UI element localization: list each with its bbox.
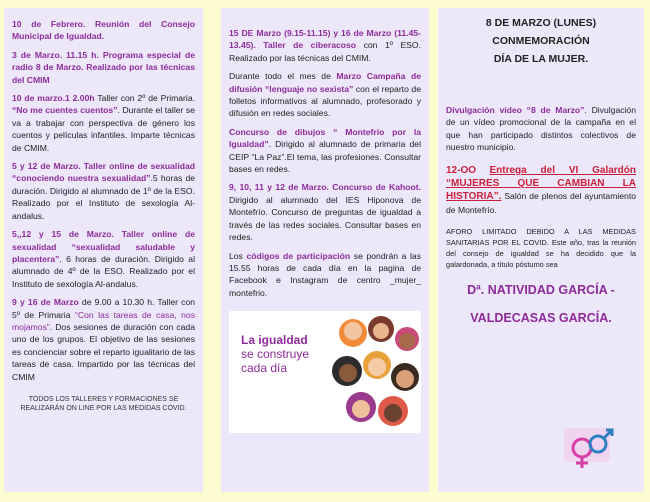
gender-equality-logo [542, 418, 632, 478]
event-title: “conociendo nuestra sexualidad” [12, 173, 151, 184]
event-award [446, 164, 636, 217]
event-title: códigos de participación [246, 250, 351, 261]
event-housework [12, 296, 195, 383]
event-codes [229, 250, 421, 300]
covid-notice: AFORO LIMITADO DEBIDO A LAS MEDIDAS SANITARIAS POR EL COVID. Este año, tras la reunión del consejo de igualdad se ha decidido que la galardonada, a título póstumo sea [446, 227, 636, 270]
right-panel [438, 8, 644, 492]
event-text: .El tema, las profesiones. Consultar bases en redes. [229, 151, 422, 175]
event-date: 9 y 16 de Marzo [12, 297, 79, 308]
event-text: .5 horas de duración. Dirigido al alumnado de 1º de la ESO. Realizado por el Instituto de sexología Al-andalus. [12, 173, 195, 221]
slogan-line: se construye [241, 347, 310, 362]
event-drawing-contest [229, 126, 421, 176]
illustration-slogan [241, 333, 337, 375]
event-date: 15 DE Marzo (9.15-11.15) y 16 de Marzo (11.45-13.45). Taller de ciberacoso [229, 28, 421, 51]
event-kahoot [229, 181, 421, 243]
event-title: “No me cuentes cuentos” [12, 105, 118, 116]
event-text: se pondrán a las 15.55 horas de cada día en la pagina de Facebook e Instagram de centro _mujer_ montefrio. [229, 250, 422, 298]
event-sexuality-2 [12, 228, 195, 290]
event-time: 12-OO [446, 164, 477, 176]
event-text: con el reparto de folletos informativos al alumnado, profesorado y difusión en redes sociales. [229, 83, 421, 119]
event-title: Concurso de dibujos “ Montefrío por la Igualdad” [229, 126, 421, 150]
event-title: Divulgación vídeo “8 de Marzo” [446, 105, 585, 115]
event-sexuality-1 [12, 160, 195, 222]
event-date: 5,,12 y 15 de Marzo. Taller online de sexualidad [12, 229, 195, 252]
slogan-line: cada día [241, 361, 288, 376]
event-text: 3 de Marzo. 11.15 h. Programa especial de radio 8 de Marzo. Realizado por las técnicas del CMIM [12, 49, 195, 85]
event-text: Dirigido al alumnado del IES Hiponova de Montefrío. Concurso de preguntas de igualdad a través de las redes sociales. Consultar bases en redes. [229, 194, 421, 243]
event-text: . 6 horas de duración. Dirigido al alumnado de 4º de la ESO. Realizado por el Instituto de sexología Al-andalus. [12, 253, 195, 289]
event-text: de 9.00 a 10.30 h. Taller con 5º de Primaria [12, 297, 196, 320]
womens-day-heading: DÍA DE LA MUJER. [493, 53, 589, 65]
event-date: 10 de marzo.1 2.00h [12, 93, 95, 104]
honoree-name-line-2: VALDECASAS GARCÍA. [470, 311, 612, 326]
event-text: . Divulgación de un vídeo promocional de la campaña en el que han participado distintos colectivos de nuestro municipio. [446, 105, 636, 153]
left-panel [4, 8, 203, 492]
event-text: . Dirigido al alumnado de primaria del CEIP [229, 139, 421, 162]
event-cyberbullying [229, 27, 421, 64]
slogan-line: La igualdad [241, 333, 308, 348]
commemoration-heading: CONMEMORACIÓN [492, 35, 590, 47]
event-council-meeting [12, 18, 195, 43]
event-language-campaign [229, 70, 421, 120]
event-date: 5 y 12 de Marzo. Taller online de sexualidad [12, 161, 195, 172]
event-text: “La Paz” [251, 151, 285, 162]
covid-footer: TODOS LOS TALLERES Y FORMACIONES SE REALIZARÁN ON LINE POR LAS MEDIDAS COVID. [20, 395, 187, 412]
date-heading: 8 DE MARZO (LUNES) [485, 17, 597, 29]
event-text: Durante todo el mes de [229, 71, 337, 82]
event-title: “sexualidad saludable y placentera” [12, 241, 196, 264]
event-text: con 1º ESO. Realizado por las técnicas del CMIM. [229, 40, 421, 63]
event-radio [12, 49, 195, 86]
event-text: Salón de plenos del ayuntamiento de Montefrío. [446, 191, 636, 215]
event-title: “Con las tareas de casa, nos mojamos” [12, 309, 195, 332]
event-title: Entrega del VI Galardón [489, 164, 637, 176]
women-faces-icon [331, 311, 421, 433]
honoree-name-line-1: Dª. NATIVIDAD GARCÍA - [467, 283, 615, 298]
event-text: 10 de Febrero. Reunión del Consejo Municipal de Igualdad. [12, 19, 195, 42]
event-text: . Dos sesiones de duración con cada uno de los grupos. El objetivo de las sesiones es concienciar sobre el reparto igualitario de las tareas de casa. Impartido por las técnicas del CMIM [12, 321, 195, 382]
event-text: Los [229, 250, 247, 261]
event-text: Taller con 2º de Primaria. [94, 93, 195, 104]
middle-panel [221, 8, 429, 492]
equality-illustration [229, 311, 421, 433]
event-title: 9, 10, 11 y 12 de Marzo. Concurso de Kahoot. [229, 182, 421, 193]
award-name: “MUJERES QUE CAMBIAN LA HISTORIA”. [446, 178, 636, 203]
event-stories-workshop [12, 92, 195, 154]
event-title: Marzo Campaña de difusión “lenguaje no sexista” [229, 71, 421, 94]
event-text: . Durante el taller se va a trabajar con perspectiva de género los cuentos y películas infantiles. Imparte técnicas de CMIM. [12, 105, 196, 153]
event-video [446, 104, 636, 154]
